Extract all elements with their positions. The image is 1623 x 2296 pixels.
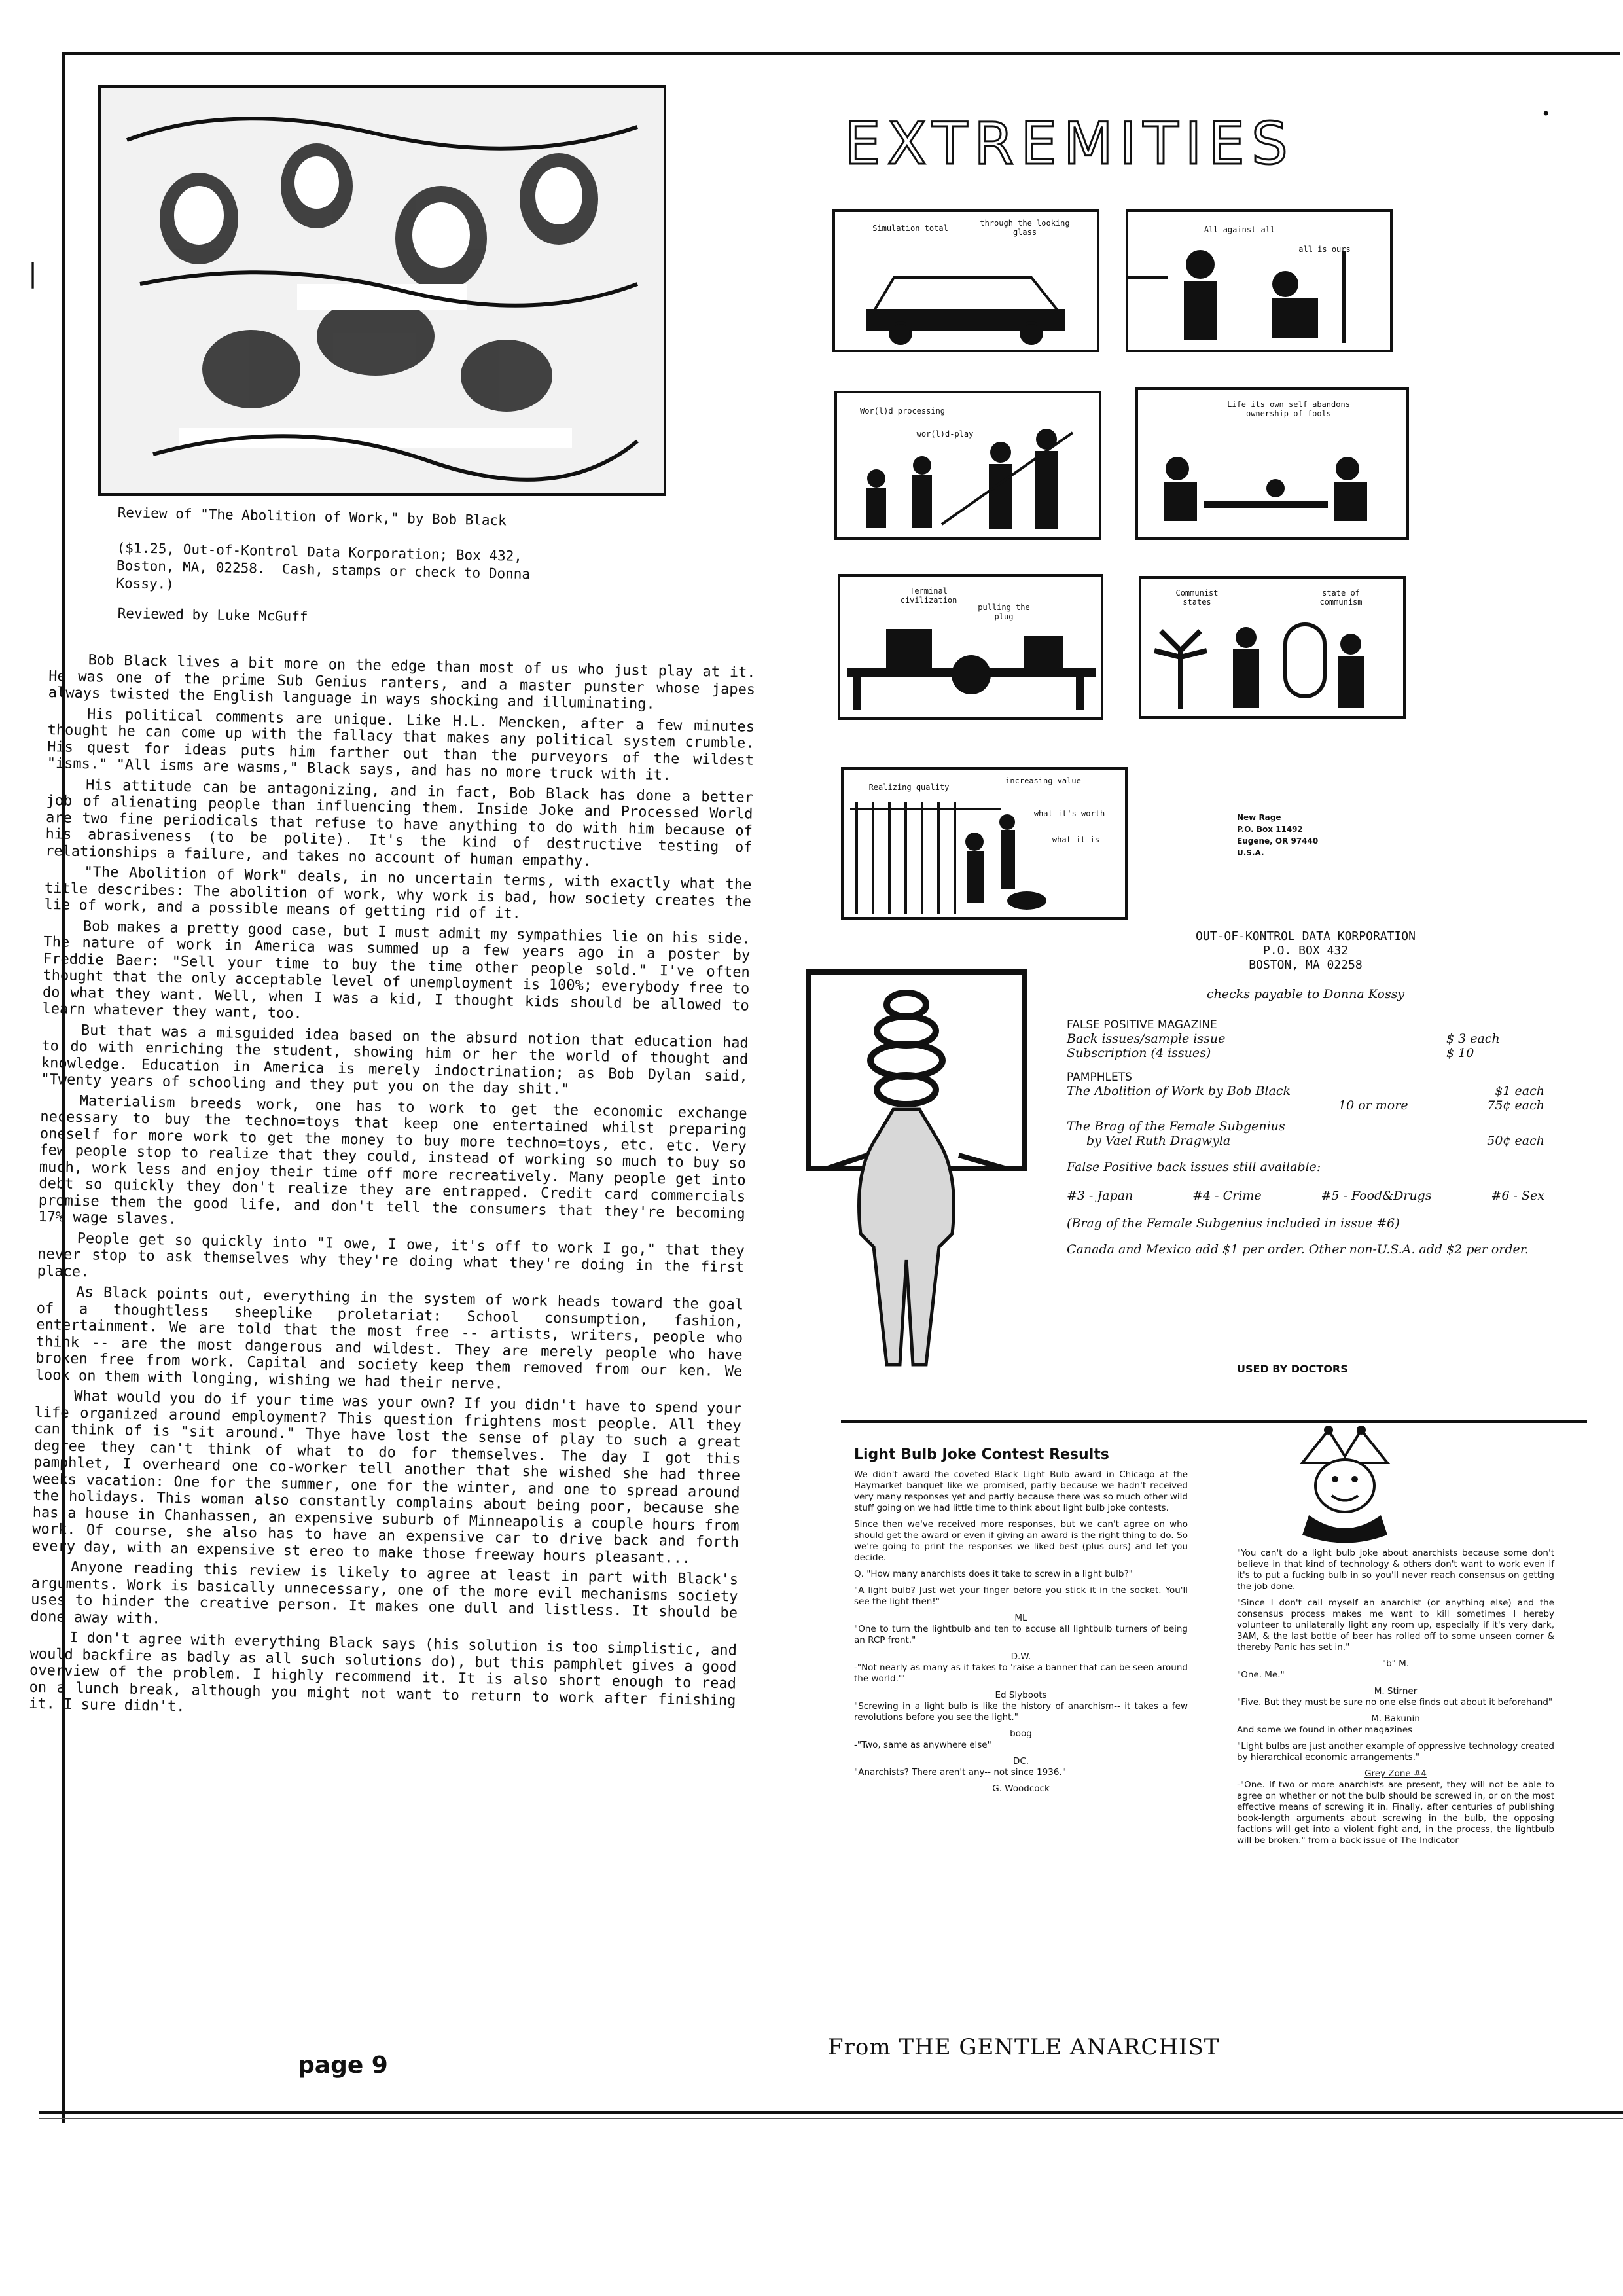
review-paragraph: Bob makes a pretty good case, but I must admit my sympathies lie on his side. The nature of work in America was summed up a few years ago in a poster by Freddie Baer: "Sell your time to buy the time other people sold." I've often thought that the only acceptable level of unemployment is 100%; everybody free to do what they want. Well, when I was a kid, I thought kids should be allowed to learn whatever they want, too. xyxy=(42,918,751,1022)
contest-entry: "Screwing in a light bulb is like the history of anarchism-- it takes a few revolutions before you see the light." xyxy=(854,1701,1188,1723)
panel-label: All against all xyxy=(1204,225,1275,234)
comic-panel xyxy=(838,574,1103,720)
panel-label: wor(l)d-play xyxy=(916,429,974,439)
review-paragraph: His attitude can be antagonizing, and in fact, Bob Black has done a better job of alienating people than influencing them. Inside Joke and Processed World are two fine periodicals that refuse to have anything to do with him because of his abrasiveness (to be polite). It's the kind of destructive testing of relationships a failure, and takes no account of human empathy. xyxy=(45,776,754,870)
contest-entry: -"Two, same as anywhere else" xyxy=(854,1740,991,1750)
address-line: New Rage xyxy=(1237,813,1281,822)
collage-photo xyxy=(98,85,666,496)
order-row xyxy=(1067,1031,1544,1046)
issues-row xyxy=(1067,1189,1544,1203)
order-row xyxy=(1067,1134,1544,1148)
bottom-rule xyxy=(39,2111,1623,2114)
entry-signature: boog xyxy=(1010,1729,1032,1739)
margin-dot: • xyxy=(1541,105,1551,123)
brag-note: (Brag of the Female Subgenius included in issue #6) xyxy=(1067,1216,1400,1230)
review-paragraph: Materialism breeds work, one has to work to get the economic exchange necessary to buy the techno=toys that keep one entertained whilst preparing oneself for more work to get the money to buy more techno=toys, etc. etc. Very few people stop to realize that they could, instead of working so much to buy so much, work less and enjoy their time off more recreatively. Many people get into debt so quickly they don't realize they are entrapped. Credit card commercials promise them the good life, and don't tell the consumers that they're becoming 17% wage slaves. xyxy=(38,1092,747,1228)
comic-panel xyxy=(1139,576,1406,719)
page-number: page 9 xyxy=(298,2052,388,2079)
order-row xyxy=(1067,1084,1544,1098)
contest-entry: "A light bulb? Just wet your finger before you stick it in the socket. You'll see the light then!" xyxy=(854,1585,1188,1607)
still-available: False Positive back issues still available: xyxy=(1067,1160,1321,1174)
contest-right-column xyxy=(1237,1548,1554,1852)
contest-entry: We didn't award the coveted Black Light Bulb award in Chicago at the Haymarket banquet like we promised, partly because we hadn't received very many responses yet and partly because there was so much other wild stuff going on we had little time to think about light bulb joke contests. xyxy=(854,1469,1188,1513)
magazine-header: FALSE POSITIVE MAGAZINE xyxy=(1067,1018,1217,1031)
review-paragraph: Bob Black lives a bit more on the edge than most of us who just play at it. He was one of the prime Sub Genius ranters, and a master punster whose japes always twisted the English language in ways shocking and illuminating. xyxy=(48,652,756,713)
margin-mark: | xyxy=(25,259,41,289)
panel-label: all is ours xyxy=(1298,245,1351,254)
item-price: $ 10 xyxy=(1446,1046,1474,1060)
review-paragraph: As Black points out, everything in the system of work heads toward the goal of a thoughtless sheeplike proletariat: School consumption, fashion, entertainment. We are told that the most free -- artists, writers, people who think -- are the most dangerous and wildest. They are merely people who have broken free from work. Capital and society keep them removed from our ken. We look on them with longing, wishing we had their nerve. xyxy=(35,1283,744,1393)
item-price: $1 each xyxy=(1495,1084,1544,1098)
contest-rule xyxy=(841,1420,1587,1423)
comic-panel xyxy=(832,209,1099,352)
panel-label: increasing value xyxy=(1005,776,1081,785)
review-caption: Review of "The Abolition of Work," by Bob Black ($1.25, Out-of-Kontrol Data Korporation; Box 432, Boston, MA, 02258. Cash, stamps or check to Donna Kossy.) xyxy=(116,504,531,592)
contest-entry: "You can't do a light bulb joke about anarchists because some don't believe in that kind of technology & others don't want to work even if it's to put a fucking bulb in so you'll never reach consensus on getting the job done. xyxy=(1237,1548,1554,1592)
review-paragraph: "The Abolition of Work" deals, in no uncertain terms, with exactly what the title describes: The abolition of work, why work is bad, how society creates the lie of work, and a possible means of getting rid of it. xyxy=(44,864,752,922)
address-line: P.O. Box 11492 xyxy=(1237,825,1303,834)
review-paragraph: Anyone reading this review is likely to agree at least in part with Black's arguments. Work is basically unnecessary, one of the more evil mechanisms society uses to hinder the creative person. It makes one dull and listless. It should be done away with. xyxy=(30,1558,739,1628)
address-line: Eugene, OR 97440 xyxy=(1237,836,1319,846)
contest-entry: Since then we've received more responses, but we can't agree on who should get the award or even if giving an award is the right thing to do. So we're going to print the responses we liked best (plus ours) and let you decide. xyxy=(854,1519,1188,1563)
entry-signature: D.W. xyxy=(1010,1651,1031,1662)
entry-signature: M. Bakunin xyxy=(1371,1713,1420,1724)
bottom-rule-thin xyxy=(39,2118,1623,2119)
company-box: P.O. BOX 432 xyxy=(1262,944,1349,958)
panel-label: Wor(l)d processing xyxy=(859,406,946,416)
entry-signature: Ed Slyboots xyxy=(995,1690,1047,1700)
entry-signature: M. Stirner xyxy=(1374,1686,1418,1696)
company-city: BOSTON, MA 02258 xyxy=(1249,958,1363,972)
order-form xyxy=(1067,929,1544,1257)
extremities-title: EXTREMITIES xyxy=(844,110,1294,177)
panel-label: what it is xyxy=(1052,835,1100,844)
entry-signature: DC. xyxy=(1012,1756,1029,1767)
panel-label: pulling the plug xyxy=(978,603,1030,621)
panel-label: Simulation total xyxy=(872,224,948,233)
top-rule xyxy=(62,52,1620,55)
issue-item: #5 - Food&Drugs xyxy=(1321,1189,1432,1203)
review-paragraph: His political comments are unique. Like H.L. Mencken, after a few minutes thought he can come up with the fallacy that makes any political system crumble. His quest for ideas puts him farther out than the purveyors of the wildest "isms." "All isms are wasms," Black says, and has no more truck with it. xyxy=(46,706,755,784)
contest-entry: And some we found in other magazines xyxy=(1237,1725,1413,1735)
company-name: OUT-OF-KONTROL DATA KORPORATION xyxy=(1196,929,1416,943)
panel-label: Communist states xyxy=(1175,588,1219,607)
jester-illustration xyxy=(1289,1424,1400,1548)
item-price: $ 3 each xyxy=(1446,1031,1500,1046)
item-price: 50¢ each xyxy=(1487,1134,1544,1148)
entry-signature: G. Woodcock xyxy=(992,1784,1050,1794)
used-by-doctors: USED BY DOCTORS xyxy=(1237,1363,1348,1375)
contest-entry: Q. "How many anarchists does it take to screw in a light bulb?" xyxy=(854,1569,1133,1579)
contest-entry: -"One. If two or more anarchists are present, they will not be able to agree on whether or not the bulb should be screwed in, or on the most effective means of screwing it in. Finally, after centuries of publishing book-length arguments about screwing in the bulb, the opposing factions will get into a violent fight and, in the process, the lightbulb will be broken." from a back issue of The Indicator xyxy=(1237,1780,1554,1846)
review-paragraph: I don't agree with everything Black says (his solution is too simplistic, and would backfire as badly as all such solutions do), but this pamphlet gives a good overview of the problem. I highly recommend it. It is also short enough to read on a lunch break, although you might not want to return to work after finishing it. I sure didn't. xyxy=(28,1629,738,1715)
contest-entry: "One. Me." xyxy=(1237,1670,1285,1680)
item-qty: 10 or more xyxy=(1338,1098,1408,1113)
comic-panel xyxy=(1126,209,1393,352)
panel-label: Life its own self abandons ownership of fools xyxy=(1227,400,1350,418)
contest-entry: -"Not nearly as many as it takes to 'raise a banner that can be seen around the world.'" xyxy=(854,1662,1188,1684)
pamphlets-header: PAMPHLETS xyxy=(1067,1071,1132,1084)
issue-item: #4 - Crime xyxy=(1192,1189,1262,1203)
contest-title: Light Bulb Joke Contest Results xyxy=(854,1446,1109,1463)
panel-label: what it's worth xyxy=(1033,809,1105,818)
address-line: U.S.A. xyxy=(1237,848,1264,857)
issue-item: #3 - Japan xyxy=(1067,1189,1133,1203)
order-row xyxy=(1067,1119,1544,1134)
item-name: Subscription (4 issues) xyxy=(1067,1046,1211,1060)
entry-signature: "b" M. xyxy=(1382,1659,1410,1669)
gentle-anarchist-credit: From THE GENTLE ANARCHIST xyxy=(828,2034,1220,2060)
new-rage-address xyxy=(1237,812,1318,859)
item-name: The Abolition of Work by Bob Black xyxy=(1067,1084,1291,1098)
item-name: Back issues/sample issue xyxy=(1067,1031,1226,1046)
review-paragraph: People get so quickly into "I owe, I owe, it's off to work I go," that they never stop to ask themselves why they're doing what they're doing in the first place. xyxy=(37,1230,745,1280)
panel-label: state of communism xyxy=(1319,588,1363,607)
item-author: by Vael Ruth Dragwyla xyxy=(1086,1134,1231,1148)
order-row xyxy=(1067,1046,1544,1060)
contest-entry: "One to turn the lightbulb and ten to accuse all lightbulb turners of being an RCP front." xyxy=(854,1624,1188,1645)
reviewer-credit: Reviewed by Luke McGuff xyxy=(117,605,308,625)
entry-signature: Grey Zone #4 xyxy=(1364,1768,1427,1779)
issue-item: #6 - Sex xyxy=(1491,1189,1544,1203)
comic-panel xyxy=(834,391,1101,540)
contest-left-column xyxy=(854,1469,1188,1795)
review-paragraph: But that was a misguided idea based on the absurd notion that education had to do with enriching the student, showing him or her the world of thought and knowledge. Education in America is merely indoctrination; as Bob Dylan said, "Twenty years of schooling and they put you on the day shit." xyxy=(41,1022,749,1098)
comic-panel xyxy=(841,767,1128,920)
entry-signature: ML xyxy=(1014,1613,1027,1623)
review-paragraph: What would you do if your time was your own? If you didn't have to spend your life organized around employment? This question frightens most people. All they can think of is "sit around." Thye have lost the sense of play to such a great degree they can't think of what to do for themselves. The day I got this pamphlet, I overheard one co-worker tell another that she wished she had three weeks vacation: One for the summer, one for the winter, and one to spread around the holidays. This woman also constantly complains about being poor, because she has a house in Chanhassen, an expensive suburb of Minneapolis a couple hours from work. Of course, she also has to have an expensive car to drive back and forth every day, with an expensive st ereo to make those freeway hours pleasant... xyxy=(31,1388,742,1567)
postage-note: Canada and Mexico add $1 per order. Other non-U.S.A. add $2 per order. xyxy=(1067,1242,1529,1257)
comic-panel xyxy=(1135,387,1409,540)
contest-entry: "Five. But they must be sure no one else finds out about it beforehand" xyxy=(1237,1697,1553,1708)
contest-entry: "Light bulbs are just another example of oppressive technology created by hierarchical economic arrangements." xyxy=(1237,1741,1554,1763)
checks-payable: checks payable to Donna Kossy xyxy=(1206,987,1405,1001)
framed-figure-illustration xyxy=(795,959,1037,1384)
item-price: 75¢ each xyxy=(1487,1098,1544,1113)
panel-label: Realizing quality xyxy=(868,783,950,792)
item-name: The Brag of the Female Subgenius xyxy=(1067,1119,1285,1134)
contest-entry: "Anarchists? There aren't any-- not since 1936." xyxy=(854,1767,1066,1778)
review-body xyxy=(29,651,756,1730)
order-row xyxy=(1067,1098,1544,1113)
panel-label: Terminal civilization xyxy=(900,586,957,605)
contest-entry: "Since I don't call myself an anarchist (or anything else) and the consensus process makes me want to kill sometimes I hereby volunteer to unilaterally light any room up, especially if it's very dark, 3AM, & the last bottle of beer has rolled off to some unseen corner & thereby Panic has set in." xyxy=(1237,1598,1554,1653)
panel-label: through the looking glass xyxy=(980,219,1070,237)
